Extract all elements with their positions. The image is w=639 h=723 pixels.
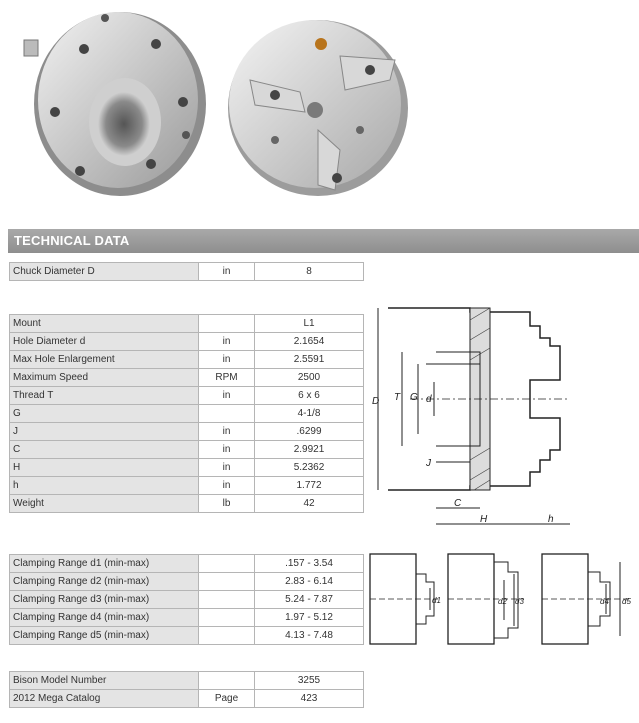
- row-unit: [199, 672, 255, 690]
- row-value: .6299: [255, 423, 364, 441]
- row-label: Clamping Range d4 (min-max): [10, 609, 199, 627]
- row-unit: RPM: [199, 369, 255, 387]
- row-value: 4.13 - 7.48: [255, 627, 364, 645]
- table-row: [10, 369, 364, 387]
- clamp-drawing-3: [542, 554, 631, 644]
- row-label: Clamping Range d3 (min-max): [10, 591, 199, 609]
- label-T: T: [394, 392, 401, 403]
- table-row: [10, 351, 364, 369]
- label-H: H: [480, 514, 488, 525]
- clamping-table: [9, 554, 364, 645]
- row-unit: [199, 609, 255, 627]
- row-unit: in: [199, 423, 255, 441]
- label-J: J: [426, 458, 431, 469]
- table-row: [10, 459, 364, 477]
- spec-table: [9, 314, 364, 513]
- row-label: G: [10, 405, 199, 423]
- section-banner: [8, 229, 639, 253]
- row-value: 1.97 - 5.12: [255, 609, 364, 627]
- row-label: J: [10, 423, 199, 441]
- label-D: D: [372, 396, 380, 407]
- row-value: .157 - 3.54: [255, 555, 364, 573]
- row-value: L1: [255, 315, 364, 333]
- table-row: [10, 441, 364, 459]
- row-unit: in: [199, 263, 255, 281]
- table-row: [10, 555, 364, 573]
- product-photos: [0, 0, 639, 215]
- chuck-back-photo: [24, 12, 206, 196]
- label-h: h: [548, 514, 554, 525]
- row-value: 8: [255, 263, 364, 281]
- chuck-front-photo: [228, 20, 408, 196]
- clamp-drawing-1: [370, 554, 441, 644]
- row-value: 2.1654: [255, 333, 364, 351]
- table-row: [10, 591, 364, 609]
- row-unit: in: [199, 441, 255, 459]
- row-unit: lb: [199, 495, 255, 513]
- row-value: 42: [255, 495, 364, 513]
- row-label: h: [10, 477, 199, 495]
- row-value: 423: [255, 690, 364, 708]
- row-unit: Page: [199, 690, 255, 708]
- row-label: Hole Diameter d: [10, 333, 199, 351]
- row-value: 2.5591: [255, 351, 364, 369]
- row-unit: [199, 315, 255, 333]
- row-unit: [199, 627, 255, 645]
- row-label: Max Hole Enlargement: [10, 351, 199, 369]
- label-d4: d4: [600, 597, 609, 606]
- table-row: [10, 263, 364, 281]
- row-value: 2.9921: [255, 441, 364, 459]
- row-unit: in: [199, 477, 255, 495]
- table-row: [10, 672, 364, 690]
- table-row: [10, 405, 364, 423]
- model-table: [9, 671, 364, 708]
- row-unit: [199, 555, 255, 573]
- row-value: 6 x 6: [255, 387, 364, 405]
- row-label: 2012 Mega Catalog: [10, 690, 199, 708]
- row-label: Chuck Diameter D: [10, 263, 199, 281]
- row-label: Weight: [10, 495, 199, 513]
- clamp-drawing-2: [448, 554, 524, 644]
- row-label: Maximum Speed: [10, 369, 199, 387]
- row-value: 4-1/8: [255, 405, 364, 423]
- table-row: [10, 315, 364, 333]
- row-label: Clamping Range d2 (min-max): [10, 573, 199, 591]
- table-row: [10, 387, 364, 405]
- label-C: C: [454, 498, 462, 509]
- table-row: [10, 423, 364, 441]
- row-unit: [199, 591, 255, 609]
- chuck-dimension-drawing: [370, 300, 585, 530]
- row-label: Thread T: [10, 387, 199, 405]
- label-d: d: [426, 394, 432, 405]
- row-label: C: [10, 441, 199, 459]
- label-G: G: [410, 392, 418, 403]
- label-d3: d3: [515, 597, 524, 606]
- row-unit: in: [199, 333, 255, 351]
- row-label: H: [10, 459, 199, 477]
- row-value: 2.83 - 6.14: [255, 573, 364, 591]
- section-title: TECHNICAL DATA: [14, 233, 130, 248]
- row-value: 2500: [255, 369, 364, 387]
- row-value: 5.2362: [255, 459, 364, 477]
- row-label: Clamping Range d1 (min-max): [10, 555, 199, 573]
- row-label: Mount: [10, 315, 199, 333]
- label-d2: d2: [498, 597, 507, 606]
- table-row: [10, 477, 364, 495]
- table-row: [10, 333, 364, 351]
- label-d1: d1: [432, 596, 441, 605]
- table-row: [10, 627, 364, 645]
- row-unit: in: [199, 351, 255, 369]
- table-row: [10, 609, 364, 627]
- row-unit: in: [199, 387, 255, 405]
- table-row: [10, 495, 364, 513]
- row-unit: [199, 405, 255, 423]
- row-unit: in: [199, 459, 255, 477]
- table-row: [10, 690, 364, 708]
- label-d5: d5: [622, 597, 631, 606]
- row-unit: [199, 573, 255, 591]
- row-label: Clamping Range d5 (min-max): [10, 627, 199, 645]
- row-value: 1.772: [255, 477, 364, 495]
- row-value: 3255: [255, 672, 364, 690]
- clamping-range-drawings: [368, 548, 636, 652]
- chuck-diameter-table: [9, 262, 364, 281]
- row-value: 5.24 - 7.87: [255, 591, 364, 609]
- table-row: [10, 573, 364, 591]
- row-label: Bison Model Number: [10, 672, 199, 690]
